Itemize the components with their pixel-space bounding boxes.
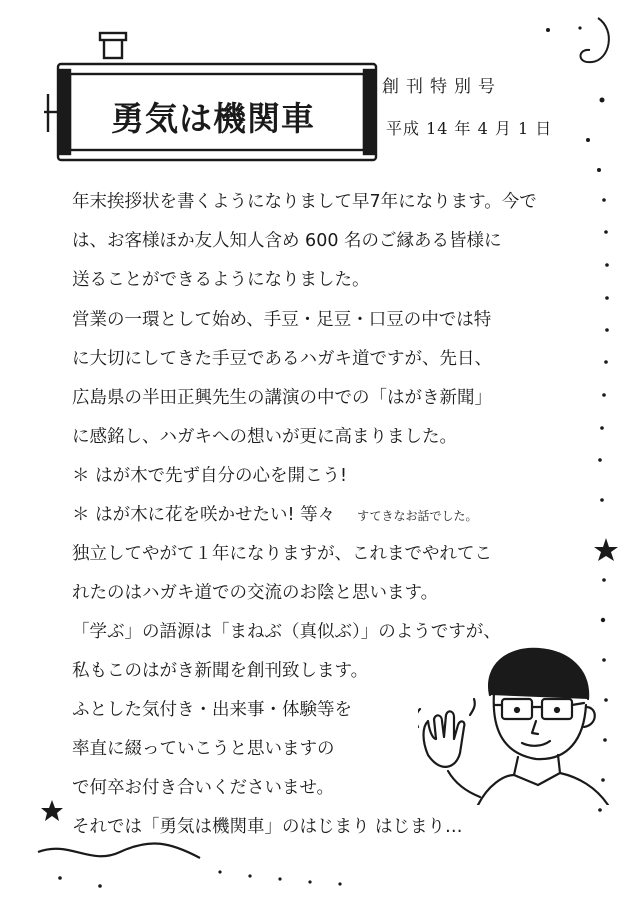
text-line: 広島県の半田正興先生の講演の中での「はがき新聞」 xyxy=(72,388,492,408)
text-line: 「学ぶ」の語源は「まねぶ（真似ぶ）」のようですが、 xyxy=(72,622,501,642)
text-line: 独立してやがて１年になりますが、これまでやれてこ xyxy=(72,544,492,564)
text-line: 送ることができるようになりました。 xyxy=(72,270,370,290)
issue-label: 創刊特別号 xyxy=(382,77,502,97)
aside-note: すてきなお話でした。 xyxy=(357,509,478,523)
text-line: で何卒お付き合いくださいませ。 xyxy=(72,778,334,798)
text-line: ふとした気付き・出来事・体験等を xyxy=(72,700,352,720)
text-line: 営業の一環として始め、手豆・足豆・口豆の中では特 xyxy=(72,310,492,330)
text-line: それでは「勇気は機関車」のはじまり はじまり… xyxy=(72,817,463,837)
text-line: 年末挨拶状を書くようになりまして早7年になります。今で xyxy=(72,192,537,212)
page-title: 勇気は機関車 xyxy=(111,98,315,138)
issue-date: 平成 14 年 4 月 1 日 xyxy=(386,119,553,138)
text-line: 私もこのはがき新聞を創刊致します。 xyxy=(72,661,369,681)
text-line: に大切にしてきた手豆であるハガキ道ですが、先日、 xyxy=(72,349,492,369)
text-line: れたのはハガキ道での交流のお陰と思います。 xyxy=(72,583,439,603)
waving-man-with-glasses-icon xyxy=(418,635,618,805)
text-line: は、お客様ほか友人知人含め 600 名のご縁ある皆様に xyxy=(72,231,502,251)
text-line: 率直に綴っていこうと思いますの xyxy=(72,739,335,759)
wave-icon xyxy=(38,843,200,858)
text-line-main: ＊ はが木に花を咲かせたい! 等々 xyxy=(72,505,336,525)
title-banner xyxy=(78,86,348,146)
swirl-icon xyxy=(581,18,609,62)
text-line: に感銘し、ハガキへの想いが更に高まりました。 xyxy=(72,427,457,447)
text-line xyxy=(72,507,478,525)
text-line: ＊ はが木で先ず自分の心を開こう! xyxy=(72,466,348,486)
bottom-dots-icon xyxy=(58,870,341,887)
